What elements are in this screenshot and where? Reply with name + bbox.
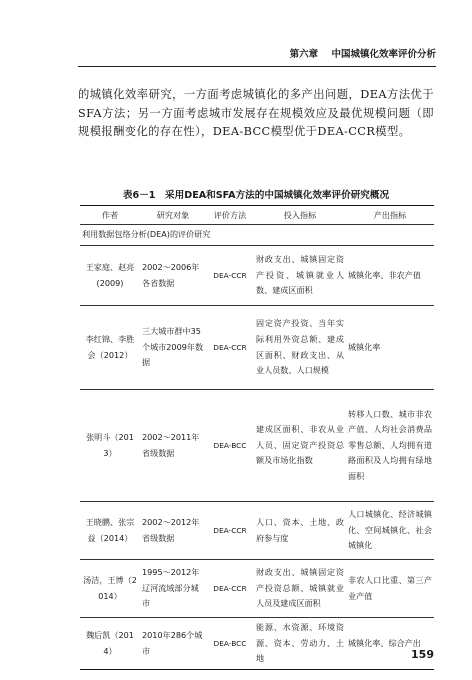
header-rule bbox=[78, 66, 436, 67]
cell-output: 非农人口比重、第三产业产值 bbox=[346, 560, 434, 618]
cell-input: 建成区面积、非农从业人员、固定资产投资总额及市场化指数 bbox=[254, 390, 346, 502]
col-header-method: 评价方法 bbox=[206, 206, 254, 225]
cell-object: 2002～2006年各省数据 bbox=[140, 246, 206, 306]
cell-method: DEA-CCR bbox=[206, 306, 254, 390]
evaluation-table bbox=[80, 205, 434, 670]
cell-object: 1995～2012年辽河流域部分城市 bbox=[140, 560, 206, 618]
cell-output: 人口城镇化、经济城镇化、空间城镇化、社会城镇化 bbox=[346, 502, 434, 560]
cell-author: 王晓鹏、张宗益（2014） bbox=[80, 502, 140, 560]
cell-author: 汤洁，王博（2014） bbox=[80, 560, 140, 618]
cell-object: 三大城市群中35个城市2009年数据 bbox=[140, 306, 206, 390]
cell-output: 城镇化率、综合产出 bbox=[346, 618, 434, 670]
table-row bbox=[80, 502, 434, 560]
cell-method: DEA-CCR bbox=[206, 560, 254, 618]
cell-object: 2010年286个城市 bbox=[140, 618, 206, 670]
table-row bbox=[80, 306, 434, 390]
table-row bbox=[80, 618, 434, 670]
section-label: 利用数据包络分析(DEA)的评价研究 bbox=[80, 225, 434, 246]
chapter-label: 第六章 bbox=[289, 49, 319, 60]
cell-input: 财政支出、城镇固定资产投资、城镇就业人数、建成区面积 bbox=[254, 246, 346, 306]
cell-object: 2002～2011年省级数据 bbox=[140, 390, 206, 502]
cell-input: 财政支出、城镇固定资产投资总额、城镇就业人员及建成区面积 bbox=[254, 560, 346, 618]
cell-method: DEA-CCR bbox=[206, 246, 254, 306]
page-number: 159 bbox=[411, 648, 434, 661]
cell-method: DEA-BCC bbox=[206, 618, 254, 670]
running-header bbox=[0, 46, 436, 60]
cell-output: 转移人口数、城市非农产值、人均社会消费品零售总额、人均拥有道路面积及人均拥有绿地面积 bbox=[346, 390, 434, 502]
cell-input: 能源、水资源、环境资源、资本、劳动力、土地 bbox=[254, 618, 346, 670]
cell-author: 魏后凯（2014） bbox=[80, 618, 140, 670]
section-row bbox=[80, 225, 434, 246]
col-header-input: 投入指标 bbox=[254, 206, 346, 225]
cell-method: DEA-BCC bbox=[206, 390, 254, 502]
cell-output: 城镇化率 bbox=[346, 306, 434, 390]
chapter-title: 中国城镇化效率评价分析 bbox=[331, 49, 436, 60]
cell-output: 城镇化率、非农产值 bbox=[346, 246, 434, 306]
table-title: 表6－1 采用DEA和SFA方法的中国城镇化效率评价研究概况 bbox=[122, 190, 390, 201]
cell-author: 张明斗（2013） bbox=[80, 390, 140, 502]
table-row bbox=[80, 246, 434, 306]
cell-method: DEA-CCR bbox=[206, 502, 254, 560]
cell-author: 王家庭、赵亮(2009) bbox=[80, 246, 140, 306]
col-header-output: 产出指标 bbox=[346, 206, 434, 225]
table-row bbox=[80, 560, 434, 618]
col-header-object: 研究对象 bbox=[140, 206, 206, 225]
cell-object: 2002～2012年省级数据 bbox=[140, 502, 206, 560]
col-header-author: 作者 bbox=[80, 206, 140, 225]
cell-input: 固定资产投资、当年实际利用外资总额、建成区面积、财政支出、从业人员数、人口规模 bbox=[254, 306, 346, 390]
body-paragraph: 的城镇化效率研究，一方面考虑城镇化的多产出问题，DEA方法优于SFA方法；另一方面考虑城市发展存在规模效应及最优规模问题（即规模报酬变化的存在性），DEA-BCC模型优于DEA-CCR模型。 bbox=[78, 88, 434, 138]
table-row bbox=[80, 390, 434, 502]
cell-input: 人口、资本、土地、政府参与度 bbox=[254, 502, 346, 560]
cell-author: 李红锦、李胜会（2012） bbox=[80, 306, 140, 390]
table-header-row bbox=[80, 206, 434, 225]
